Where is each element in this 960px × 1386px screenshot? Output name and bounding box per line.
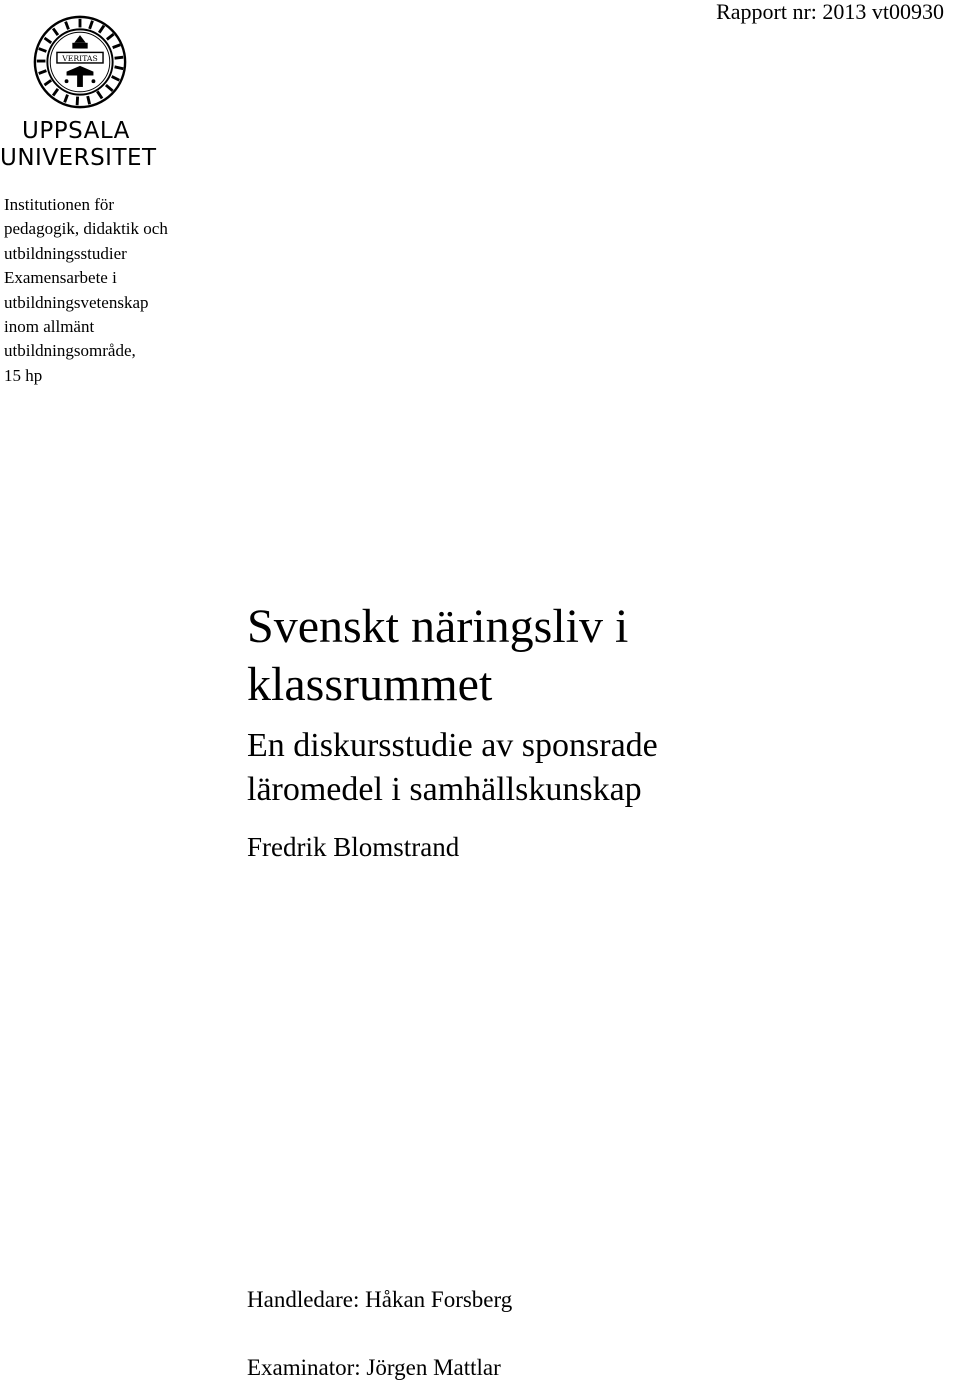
thesis-subtitle [247,724,947,812]
department-line: utbildningsområde, [4,341,136,361]
thesis-subtitle-line: En diskursstudie av sponsrade [247,727,658,764]
svg-text:VERITAS: VERITAS [62,54,98,64]
department-line: Institutionen för [4,195,115,214]
report-number: Rapport nr: 2013 vt00930 [716,0,944,24]
department-line: 15 hp [4,365,43,385]
university-logo [0,14,170,184]
wordmark-line-universitet: UNIVERSITET [0,145,157,171]
author-name: Fredrik Blomstrand [247,832,460,862]
wordmark-line-uppsala: UPPSALA [22,118,130,144]
supervisor-line: Handledare: Håkan Forsberg [247,1287,513,1312]
thesis-subtitle-line: läromedel i samhällskunskap [247,771,642,808]
university-wordmark [0,118,170,172]
thesis-title-line: klassrummet [247,658,493,711]
department-line: utbildningsvetenskap [4,292,149,312]
thesis-title-line: Svenskt näringsliv i [247,600,629,653]
department-line: pedagogik, didaktik och [4,219,168,239]
department-line: utbildningsstudier [4,243,127,263]
department-line: inom allmänt [4,317,95,337]
examiner-line: Examinator: Jörgen Mattlar [247,1355,501,1380]
university-seal-icon [32,14,128,110]
department-info [4,193,234,388]
department-line: Examensarbete i [4,268,117,288]
thesis-title [247,598,947,714]
